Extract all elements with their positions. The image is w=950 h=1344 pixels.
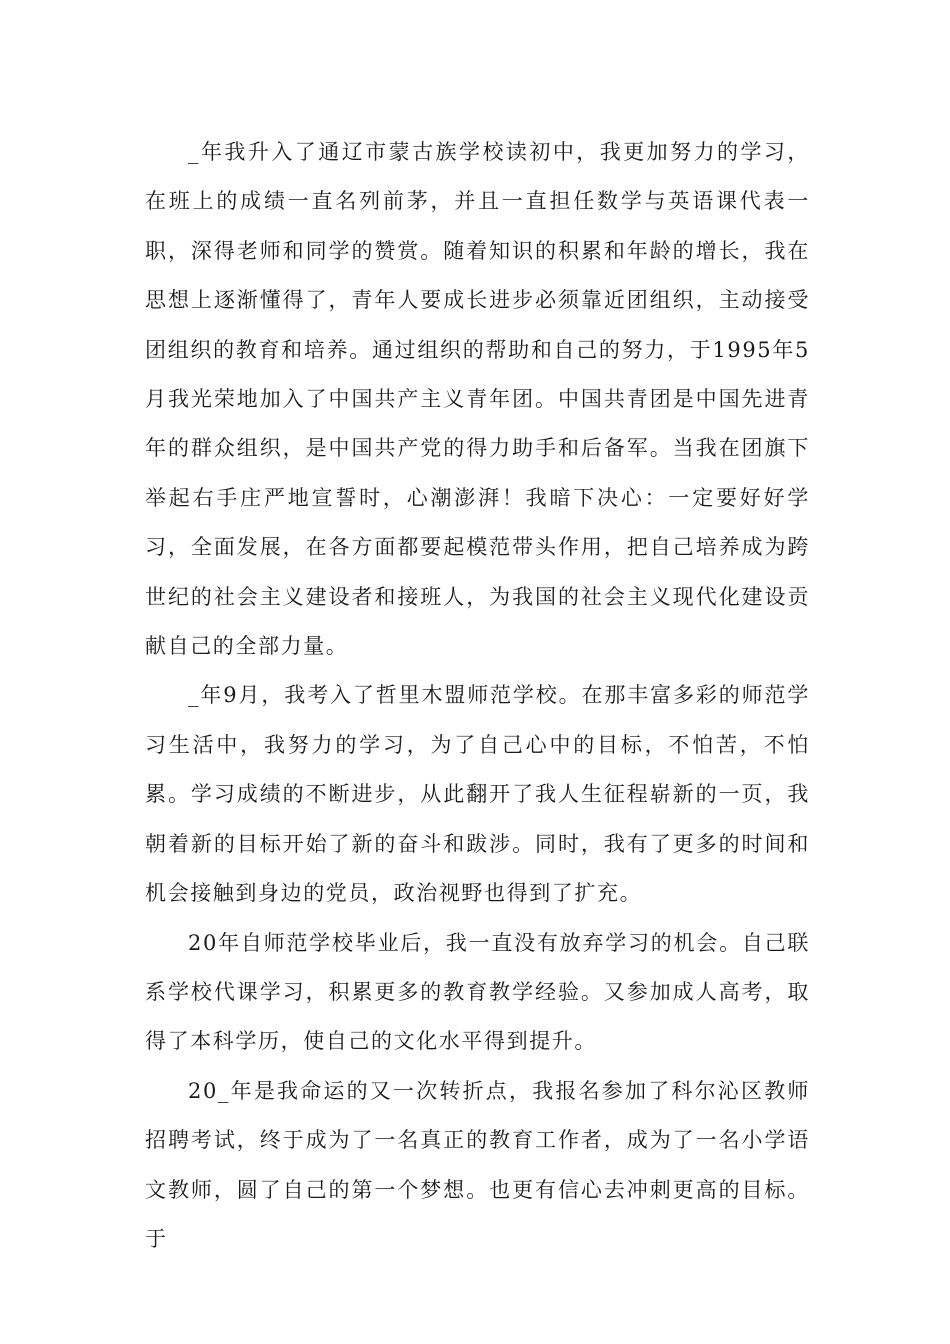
document-page xyxy=(145,128,810,1264)
paragraph-teacher-exam: 20_年是我命运的又一次转折点，我报名参加了科尔沁区教师招聘考试，终于成为了一名真正的教育工作者，成为了一名小学语文教师，圆了自己的第一个梦想。也更有信心去冲刺更高的目标。于 xyxy=(145,1078,810,1251)
paragraph-normal-school: _年9月，我考入了哲里木盟师范学校。在那丰富多彩的师范学习生活中，我努力的学习，为了自己心中的目标，不怕苦，不怕累。学习成绩的不断进步，从此翻开了我人生征程崭新的一页，我朝着新的目标开始了新的奋斗和跋涉。同时，我有了更多的时间和机会接触到身边的党员，政治视野也得到了扩充。 xyxy=(145,683,810,906)
paragraph-graduation: 20年自师范学校毕业后，我一直没有放弃学习的机会。自己联系学校代课学习，积累更多的教育教学经验。又参加成人高考，取得了本科学历，使自己的文化水平得到提升。 xyxy=(145,930,810,1054)
paragraph-junior-high: _年我升入了通辽市蒙古族学校读初中，我更加努力的学习，在班上的成绩一直名列前茅，并且一直担任数学与英语课代表一职，深得老师和同学的赞赏。随着知识的积累和年龄的增长，我在思想上逐渐懂得了，青年人要成长进步必须靠近团组织，主动接受团组织的教育和培养。通过组织的帮助和自己的努力，于1995年5月我光荣地加入了中国共产主义青年团。中国共青团是中国先进青年的群众组织，是中国共产党的得力助手和后备军。当我在团旗下举起右手庄严地宣誓时，心潮澎湃！我暗下决心：一定要好好学习，全面发展，在各方面都要起模范带头作用，把自己培养成为跨世纪的社会主义建设者和接班人，为我国的社会主义现代化建设贡献自己的全部力量。 xyxy=(145,140,810,659)
